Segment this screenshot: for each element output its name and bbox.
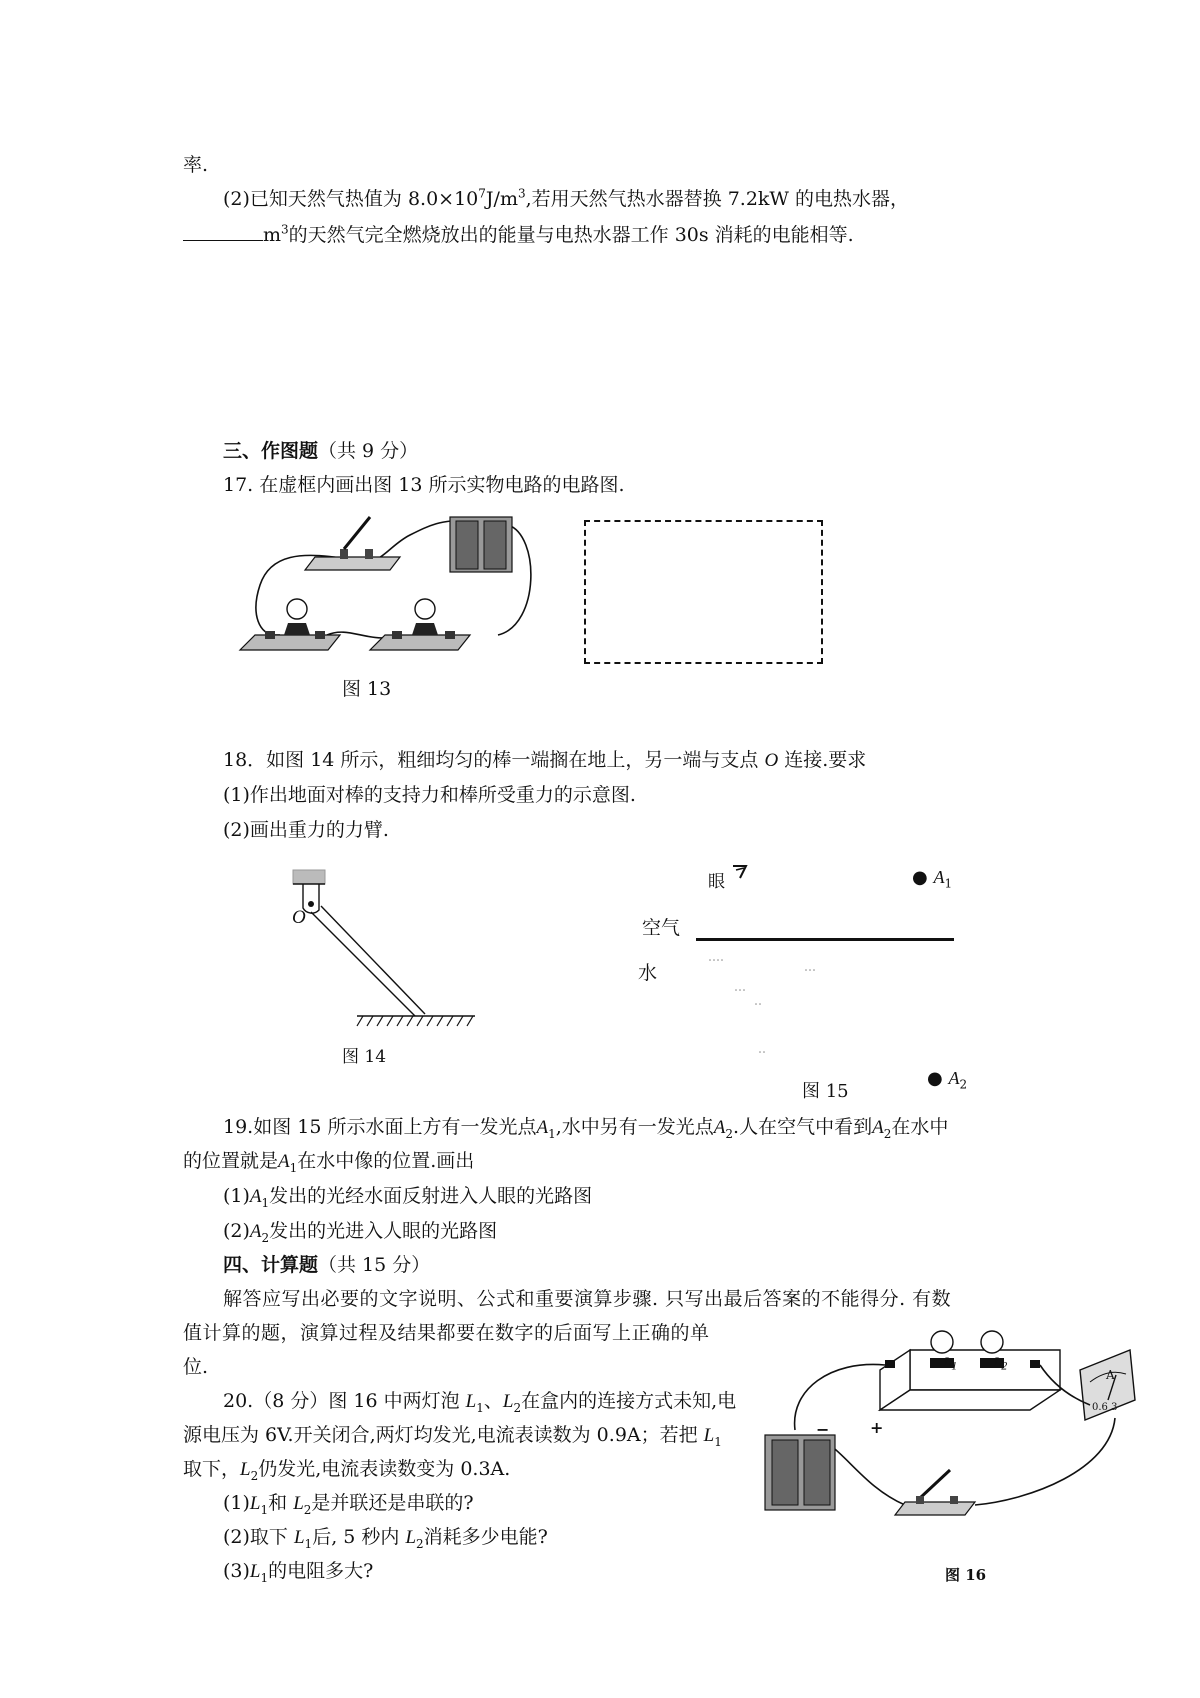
- q19-A1s: 1: [548, 1126, 556, 1141]
- q19-A2: A: [713, 1117, 726, 1138]
- q16-part2-line2: [183, 220, 854, 247]
- q19-A2b: A: [872, 1117, 884, 1138]
- q20-s2L2s: 2: [416, 1536, 424, 1551]
- figure-15-air-label: 空气: [642, 917, 681, 939]
- q20-s1L1s: 1: [260, 1502, 269, 1517]
- fig16-L1: L: [944, 1354, 952, 1369]
- q16-continuation: 率.: [183, 154, 209, 176]
- figure-15-water-label: 水: [638, 962, 658, 984]
- fig16-L2s: 2: [1001, 1358, 1008, 1373]
- q20-t4: 取下，: [183, 1458, 241, 1480]
- q17-text: 17. 在虚框内画出图 13 所示实物电路的电路图.: [223, 474, 625, 496]
- q20-line1: [223, 1386, 736, 1415]
- section4-instr2: 值计算的题，演算过程及结果都要在数字的后面写上正确的单: [183, 1322, 710, 1344]
- section4-heading: [223, 1250, 430, 1277]
- q20-sub2: [223, 1522, 548, 1551]
- q16-unit-m: m: [263, 224, 282, 246]
- A1-sub: 1: [944, 876, 953, 891]
- q16-text3: 的天然气完全燃烧放出的能量与电热水器工作 30s 消耗的电能相等.: [288, 224, 854, 246]
- q19-A1: A: [536, 1117, 549, 1138]
- q19-t4: 在水中: [891, 1116, 949, 1138]
- figure-13-circuit: [240, 505, 570, 665]
- A1-letter: A: [933, 867, 945, 887]
- q20-L1: L: [465, 1391, 477, 1412]
- answer-box-dashed[interactable]: [584, 520, 823, 664]
- figure-14-O-label: O: [292, 907, 306, 928]
- q20-L2bs: 2: [250, 1468, 259, 1483]
- q20-s1c: 是并联还是串联的?: [311, 1492, 474, 1514]
- q19-t6: 在水中像的位置.画出: [297, 1150, 475, 1172]
- figure-16-label: 图 16: [945, 1566, 987, 1584]
- q19-s2As: 2: [261, 1230, 270, 1245]
- q20-s3L: L: [249, 1561, 261, 1582]
- answer-blank[interactable]: [183, 222, 263, 241]
- section4-title: 四、计算题: [223, 1254, 319, 1276]
- q20-s1b: 和: [268, 1492, 288, 1514]
- q18-sub1: (1)作出地面对棒的支持力和棒所受重力的示意图.: [223, 784, 636, 806]
- q20-s1a: (1): [223, 1492, 250, 1514]
- q20-t3: 源电压为 6V.开关闭合,两灯均发光,电流表读数为 0.9A；若把: [183, 1424, 698, 1446]
- q20-L2: L: [502, 1391, 514, 1412]
- q20-s2L1s: 1: [304, 1536, 313, 1551]
- q20-L1bs: 1: [714, 1434, 722, 1449]
- q20-s2a: (2)取下: [223, 1526, 288, 1548]
- section4-score: （共 15 分）: [318, 1254, 431, 1276]
- q19-A1c: A: [278, 1151, 290, 1172]
- eye-icon: [730, 862, 750, 882]
- bulb-icon-1: [287, 599, 307, 619]
- q20-L1b: L: [703, 1425, 715, 1446]
- q20-s2L2: L: [405, 1527, 417, 1548]
- q20-line3: [183, 1454, 510, 1483]
- q18-O: O: [764, 750, 779, 771]
- q18-text: [223, 745, 866, 772]
- q16-exp: 7: [478, 186, 486, 201]
- q20-sub3: [223, 1556, 373, 1585]
- bulb-icon-l1: [931, 1331, 953, 1353]
- q19-s1a: (1): [223, 1185, 250, 1207]
- fig16-L2: L: [994, 1354, 1002, 1369]
- figure-16-ammeter-A: A: [1106, 1368, 1115, 1382]
- q20-L2b: L: [240, 1459, 251, 1480]
- q18-text-a: 18．如图 14 所示，粗细均匀的棒一端搁在地上，另一端与支点: [223, 749, 759, 771]
- q19-s1b: 发出的光经水面反射进入人眼的光路图: [269, 1185, 593, 1207]
- q20-s2c: 消耗多少电能?: [423, 1526, 548, 1548]
- water-dots: [700, 950, 820, 1060]
- bulb-icon-2: [415, 599, 435, 619]
- q19-s2a: (2): [223, 1220, 250, 1242]
- q16-part2-line1: [223, 184, 909, 211]
- q19-t3: .人在空气中看到: [733, 1116, 873, 1138]
- q20-s2b: 后, 5 秒内: [312, 1526, 400, 1548]
- q20-t1: 20.（8 分）图 16 中两灯泡: [223, 1390, 460, 1412]
- section4-instr1: 解答应写出必要的文字说明、公式和重要演算步骤. 只写出最后答案的不能得分. 有数: [223, 1288, 952, 1310]
- q16-unit: J/m: [485, 188, 518, 210]
- q16-unit-exp: 3: [281, 222, 289, 237]
- figure-16-L1: [944, 1354, 957, 1374]
- section4-instr3: 位.: [183, 1356, 209, 1378]
- figure-16-L2: [994, 1354, 1007, 1374]
- figure-14-label: 图 14: [342, 1047, 387, 1067]
- figure-15-A1: ● $A_1$: [912, 867, 953, 891]
- q20-L1s: 1: [476, 1400, 484, 1415]
- section3-score: （共 9 分）: [318, 440, 419, 462]
- q20-s3a: (3): [223, 1560, 250, 1582]
- figure-15-A2: ● $A_2$: [927, 1068, 968, 1092]
- q19-s1A: A: [249, 1186, 262, 1207]
- q19-t1: 19.如图 15 所示水面上方有一发光点: [223, 1116, 537, 1138]
- q16-exp2: 3: [517, 186, 526, 201]
- section3-title: 三、作图题: [223, 440, 319, 462]
- q19-A2s: 2: [725, 1126, 734, 1141]
- q19-sub1: [223, 1181, 592, 1210]
- q19-s2b: 发出的光进入人眼的光路图: [269, 1220, 498, 1242]
- q16-text2: ,若用天然气热水器替换 7.2kW 的电热水器，: [525, 188, 909, 210]
- water-surface-line: [696, 938, 954, 941]
- A2-sub: 2: [959, 1077, 968, 1092]
- q20-s3Ls: 1: [260, 1570, 269, 1585]
- q19-A2bs: 2: [883, 1126, 892, 1141]
- figure-15-eye-label: 眼: [708, 872, 725, 892]
- figure-16-minus: −: [816, 1420, 830, 1439]
- q20-sep: 、: [483, 1390, 503, 1412]
- figure-16-ammeter-scale: 0.6 3: [1092, 1402, 1118, 1413]
- q19-sub2: [223, 1216, 497, 1245]
- section3-heading: [223, 436, 418, 463]
- q20-s3b: 的电阻多大?: [268, 1560, 374, 1582]
- q20-s2L1: L: [293, 1527, 305, 1548]
- q20-t2: 在盒内的连接方式未知,电: [521, 1390, 737, 1412]
- q20-s1L1: L: [249, 1493, 261, 1514]
- q20-line2: [183, 1420, 722, 1449]
- A2-letter: A: [948, 1068, 960, 1088]
- q20-sub1: [223, 1488, 474, 1517]
- figure-13-label: 图 13: [342, 678, 392, 700]
- figure-15-label: 图 15: [802, 1081, 849, 1102]
- q19-s1As: 1: [261, 1195, 270, 1210]
- q19-line2: [183, 1146, 474, 1175]
- figure-16-circuit: [790, 1310, 1150, 1540]
- q20-t5: 仍发光,电流表读数变为 0.3A.: [258, 1458, 511, 1480]
- q20-s1L2s: 2: [303, 1502, 312, 1517]
- figure-14-rod: [285, 868, 485, 1028]
- fig16-L1s: 1: [951, 1358, 958, 1373]
- q19-t5: 的位置就是: [183, 1150, 279, 1172]
- bulb-icon-l2: [981, 1331, 1003, 1353]
- q19-line1: [223, 1112, 948, 1141]
- q20-L2s: 2: [513, 1400, 522, 1415]
- q18-text-b: 连接.要求: [784, 749, 867, 771]
- q19-A1cs: 1: [289, 1160, 298, 1175]
- figure-16-plus: +: [870, 1418, 884, 1437]
- q18-sub2: (2)画出重力的力臂.: [223, 819, 389, 841]
- q16-text: (2)已知天然气热值为 8.0×10: [223, 188, 479, 210]
- q19-t2: ,水中另有一发光点: [555, 1116, 714, 1138]
- q19-s2A: A: [249, 1221, 262, 1242]
- q20-s1L2: L: [293, 1493, 304, 1514]
